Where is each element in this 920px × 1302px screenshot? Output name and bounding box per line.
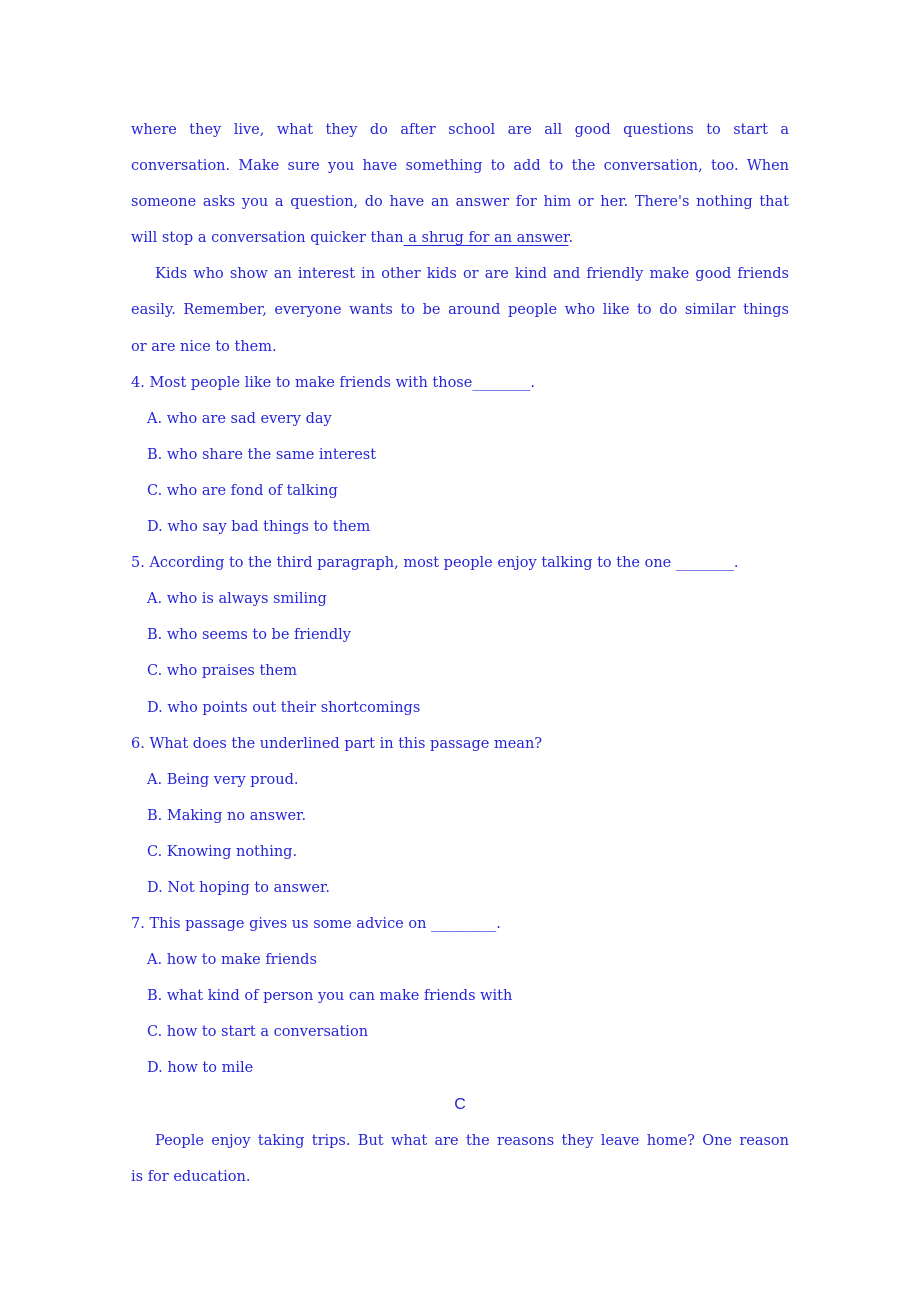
answer-option: D. how to mile (147, 1060, 254, 1077)
text-line: conversation. Make sure you have something to add to the conversation, too. When (131, 158, 789, 175)
answer-option: A. who is always smiling (147, 591, 327, 608)
answer-option: B. Making no answer. (147, 807, 307, 824)
paragraph-kids (131, 256, 789, 364)
answer-option: C. Knowing nothing. (147, 843, 298, 860)
text-segment: will stop a conversation quicker than (131, 230, 404, 247)
answer-option: D. who points out their shortcomings (147, 699, 421, 716)
question-stem: 4. Most people like to make friends with those________. (131, 374, 535, 391)
question-6 (131, 726, 789, 906)
text-line: Kids who show an interest in other kids or are kind and friendly make good friends (155, 266, 789, 283)
answer-option: A. Being very proud. (147, 771, 299, 788)
question-7 (131, 906, 789, 1086)
answer-option: C. who are fond of talking (147, 482, 338, 499)
paragraph-conversation (131, 112, 789, 256)
answer-option: C. how to start a conversation (147, 1024, 369, 1041)
underlined-phrase: a shrug for an answer (403, 230, 569, 247)
answer-option: A. how to make friends (147, 952, 317, 969)
question-5 (131, 545, 789, 725)
text-line: easily. Remember, everyone wants to be around people who like to do similar things (131, 302, 789, 319)
answer-option: A. who are sad every day (147, 410, 332, 427)
text-line: where they live, what they do after school are all good questions to start a (131, 122, 789, 138)
text-line (131, 220, 789, 256)
question-stem: 6. What does the underlined part in this passage mean? (131, 735, 543, 752)
text-line: or are nice to them. (131, 338, 277, 355)
question-stem: 5. According to the third paragraph, most people enjoy talking to the one ________. (131, 555, 739, 572)
text-line: is for education. (131, 1168, 251, 1185)
text-line: someone asks you a question, do have an answer for him or her. There's nothing that (131, 194, 789, 211)
answer-option: B. who seems to be friendly (147, 627, 351, 644)
section-heading: C (454, 1095, 466, 1113)
answer-option: D. Not hoping to answer. (147, 879, 330, 896)
question-stem: 7. This passage gives us some advice on _________. (131, 916, 501, 933)
answer-option: B. who share the same interest (147, 446, 377, 463)
text-line: People enjoy taking trips. But what are the reasons they leave home? One reason (155, 1132, 789, 1149)
text-segment: . (568, 230, 574, 247)
question-4 (131, 365, 789, 545)
answer-option: B. what kind of person you can make friends with (147, 988, 513, 1005)
page-content (131, 112, 789, 1195)
section-c (131, 1087, 789, 1195)
answer-option: C. who praises them (147, 663, 297, 680)
answer-option: D. who say bad things to them (147, 519, 371, 536)
